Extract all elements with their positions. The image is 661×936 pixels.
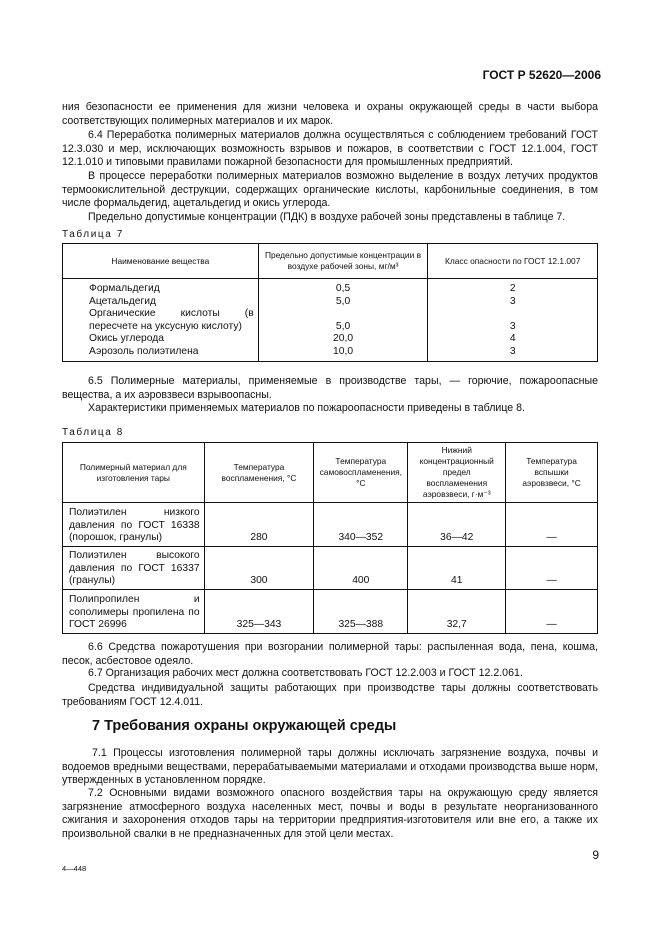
table7-cell-pdk: 5,0 (258, 308, 428, 333)
table-row (63, 279, 598, 296)
table8-cell-limit: 36—42 (408, 503, 506, 547)
table8-header-self-ignition: Температура самовоспламенения, °С (314, 443, 408, 503)
paragraph-emissions: В процессе переработки полимерных материалов возможно выделение в воздух летучих продуктов термоокислительной деструкции, содержащих органические кислоты, карбонильные соединения, в том числе формальдегид, ацетальдегид и окись углерода. (62, 170, 598, 210)
table8-cell-ignition: 300 (204, 547, 314, 590)
table7-cell-name: Органические кислоты (в пересчете на уксусную кислоту) (63, 308, 259, 333)
paragraph-6-4: 6.4 Переработка полимерных материалов должна осуществляться с соблюдением требований ГОСТ 12.3.030 и мер, исключающих возможность взрывов и пожаров, в соответствии с ГОСТ 12.1.004, ГОСТ 12.1.010 и типовыми правилами пожарной безопасности для промышленных предприятий. (62, 129, 598, 169)
table8-cell-flash: — (506, 503, 598, 547)
table-8 (62, 442, 598, 634)
table8-cell-ignition: 280 (204, 503, 314, 547)
standard-header: ГОСТ Р 52620—2006 (482, 68, 601, 82)
table8-header-ignition: Температура воспламенения, °С (204, 443, 314, 503)
table8-cell-material: Полипропилен и сополимеры пропилена по ГОСТ 26996 (63, 590, 205, 634)
footer-print-code: 4—448 (62, 864, 87, 873)
section-7-heading: 7 Требования охраны окружающей среды (92, 718, 397, 734)
table7-cell-class: 2 (428, 279, 598, 296)
table7-header-substance: Наименование вещества (63, 244, 259, 279)
table-row (63, 346, 598, 362)
table-row (63, 333, 598, 346)
table-row (63, 590, 598, 634)
table-row (63, 547, 598, 590)
paragraph-7-1: 7.1 Процессы изготовления полимерной тары должны исключать загрязнение воздуха, почвы и водоемов вредными веществами, перерабатываемыми материалами и отходами производства выше норм, утвержденных в установленном порядке. (62, 747, 598, 787)
paragraph-continuation: ния безопасности ее применения для жизни человека и охраны окружающей среды в части выбора соответствующих полимерных материалов и их марок. (62, 101, 598, 127)
paragraph-table8-ref: Характеристики применяемых материалов по пожароопасности приведены в таблице 8. (88, 402, 525, 414)
table7-header-class: Класс опасности по ГОСТ 12.1.007 (428, 244, 598, 279)
paragraph-pdk-ref: Предельно допустимые концентрации (ПДК) в воздухе рабочей зоны представлены в таблице 7. (88, 211, 566, 223)
table8-cell-self-ignition: 340—352 (314, 503, 408, 547)
table8-cell-ignition: 325—343 (204, 590, 314, 634)
table7-cell-class: 3 (428, 296, 598, 309)
paragraph-6-7: 6.7 Организация рабочих мест должна соответствовать ГОСТ 12.2.003 и ГОСТ 12.2.061. (88, 667, 523, 679)
table7-cell-class: 3 (428, 346, 598, 362)
table7-cell-name: Формальдегид (63, 279, 259, 296)
table8-cell-limit: 32,7 (408, 590, 506, 634)
table7-cell-pdk: 5,0 (258, 296, 428, 309)
table-7 (62, 243, 598, 362)
page-number: 9 (592, 848, 599, 862)
table7-cell-class: 3 (428, 308, 598, 333)
paragraph-ppe: Средства индивидуальной защиты работающих при производстве тары должны соответствовать требованиям ГОСТ 12.4.011. (62, 682, 598, 708)
table7-cell-pdk: 0,5 (258, 279, 428, 296)
table8-cell-material: Полиэтилен низкого давления по ГОСТ 16338 (порошок, гранулы) (63, 503, 205, 547)
table8-cell-self-ignition: 400 (314, 547, 408, 590)
table8-cell-self-ignition: 325—388 (314, 590, 408, 634)
table7-header-pdk: Предельно допустимые концентрации в воздухе рабочей зоны, мг/м³ (258, 244, 428, 279)
table8-cell-flash: — (506, 547, 598, 590)
paragraph-6-5: 6.5 Полимерные материалы, применяемые в производстве тары, — горючие, пожароопасные вещества, а их аэровзвеси взрывоопасны. (62, 375, 598, 401)
table-row (63, 503, 598, 547)
table8-cell-material: Полиэтилен высокого давления по ГОСТ 16337 (гранулы) (63, 547, 205, 590)
table8-cell-limit: 41 (408, 547, 506, 590)
table8-header-limit: Нижний концентрационный предел воспламенения аэровзвеси, г·м⁻³ (408, 443, 506, 503)
table8-cell-flash: — (506, 590, 598, 634)
table7-cell-name: Окись углерода (63, 333, 259, 346)
table8-caption: Таблица 8 (62, 427, 124, 438)
table-row (63, 308, 598, 333)
table7-cell-class: 4 (428, 333, 598, 346)
table7-cell-pdk: 10,0 (258, 346, 428, 362)
table8-header-flash: Температура вспышки аэровзвеси, °С (506, 443, 598, 503)
table8-header-material: Полимерный материал для изготовления тары (63, 443, 205, 503)
table-row (63, 296, 598, 309)
table7-cell-name: Ацетальдегид (63, 296, 259, 309)
table7-caption: Таблица 7 (62, 229, 124, 240)
paragraph-7-2: 7.2 Основными видами возможного опасного воздействия тары на окружающую среду является загрязнение атмосферного воздуха населенных мест, почвы и воды в результате неорганизованного сжигания и захоронения отходов тары на территории предприятия-изготовителя или вне его, а также их произвольной свалки в не предназначенных для этой цели местах. (62, 787, 598, 840)
table7-cell-name: Аэрозоль полиэтилена (63, 346, 259, 362)
paragraph-6-6: 6.6 Средства пожаротушения при возгорании полимерной тары: распыленная вода, пена, кошма, песок, асбестовое одеяло. (62, 641, 598, 667)
table7-cell-pdk: 20,0 (258, 333, 428, 346)
